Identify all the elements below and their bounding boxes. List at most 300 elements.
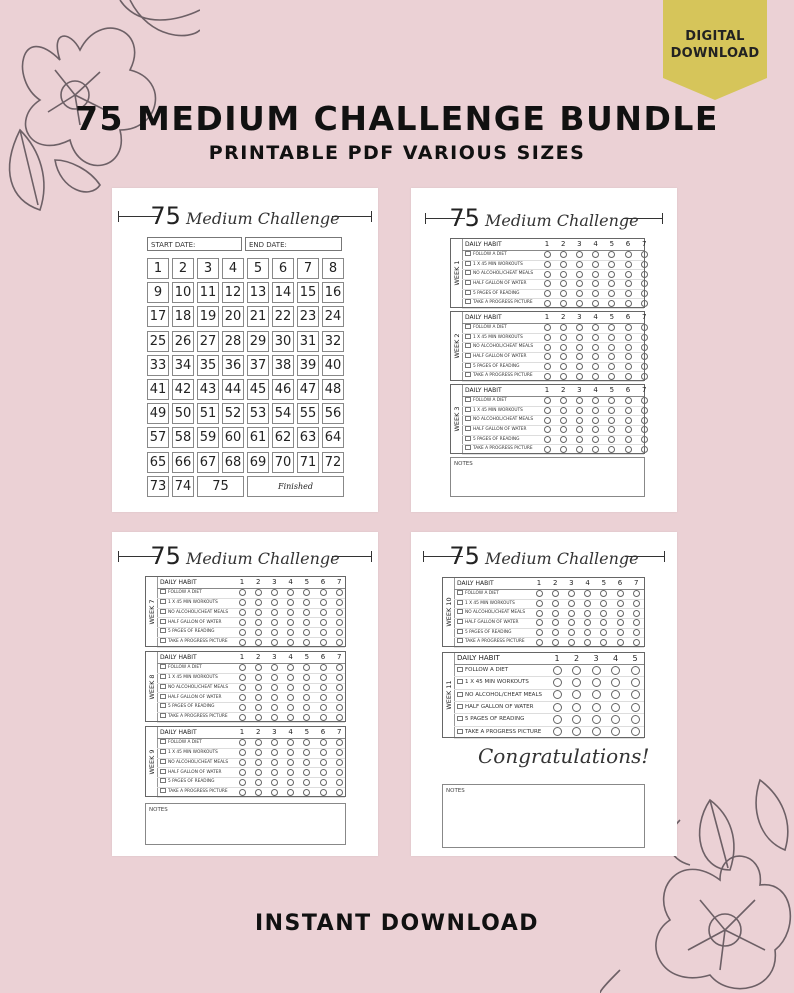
week-table	[145, 576, 346, 647]
habit-checkbox-circle	[611, 727, 620, 736]
habit-checkbox-circle	[560, 446, 567, 453]
habit-label: FOLLOW A DIET	[168, 665, 202, 670]
habit-checkbox-circle	[611, 666, 620, 675]
day-number: 6	[625, 386, 631, 394]
week-table	[450, 311, 645, 381]
habit-checkbox-circle	[287, 789, 294, 796]
habit-checkbox-circle	[287, 629, 294, 636]
day-cell: 75	[197, 476, 244, 497]
daily-habit-header: DAILY HABIT	[160, 654, 197, 661]
habit-checkbox-circle	[303, 609, 310, 616]
habit-label: TAKE A PROGRESS PICTURE	[465, 639, 525, 645]
habit-checkbox-circle	[544, 344, 551, 351]
habit-checkbox-circle	[336, 694, 343, 701]
habit-checkbox-circle	[287, 589, 294, 596]
day-number: 2	[560, 313, 566, 321]
day-number: 4	[585, 579, 590, 587]
page-title: 75 MEDIUM CHALLENGE BUNDLE	[75, 99, 719, 138]
habit-icon	[457, 629, 463, 634]
habit-checkbox-circle	[544, 290, 551, 297]
habit-checkbox-circle	[553, 727, 562, 736]
habit-label: FOLLOW A DIET	[465, 667, 509, 673]
day-number: 7	[633, 579, 639, 587]
habit-checkbox-circle	[631, 715, 640, 724]
habit-label: 5 PAGES OF READING	[465, 629, 512, 635]
daily-habit-header: DAILY HABIT	[457, 654, 500, 662]
day-cell: 51	[197, 403, 219, 424]
habit-label: 1 X 45 MIN WORKOUTS	[473, 407, 523, 413]
habit-checkbox-circle	[271, 674, 278, 681]
habit-label: HALF GALLON OF WATER	[465, 620, 519, 625]
habit-row	[157, 787, 345, 798]
habit-checkbox-circle	[592, 446, 599, 453]
habit-icon	[160, 769, 166, 774]
habit-checkbox-circle	[271, 684, 278, 691]
habit-checkbox-circle	[239, 664, 246, 671]
habit-checkbox-circle	[336, 619, 343, 626]
habit-checkbox-circle	[584, 590, 591, 597]
habit-checkbox-circle	[544, 251, 551, 258]
habit-checkbox-circle	[255, 714, 262, 721]
header-number: 75	[150, 542, 181, 570]
habit-checkbox-circle	[600, 610, 607, 617]
habit-checkbox-circle	[611, 678, 620, 687]
habit-icon	[160, 664, 166, 669]
day-cell: 20	[222, 306, 244, 327]
habit-checkbox-circle	[553, 715, 562, 724]
habit-checkbox-circle	[576, 251, 583, 258]
header-number: 75	[150, 202, 181, 230]
habit-checkbox-circle	[592, 290, 599, 297]
habit-checkbox-circle	[625, 324, 632, 331]
habit-checkbox-circle	[592, 666, 601, 675]
notes-box: NOTES	[145, 803, 346, 845]
habit-checkbox-circle	[617, 610, 624, 617]
habit-checkbox-circle	[320, 714, 327, 721]
page-header	[411, 541, 677, 571]
habit-checkbox-circle	[336, 779, 343, 786]
day-cell: 55	[297, 403, 319, 424]
habit-checkbox-circle	[625, 261, 632, 268]
daily-habit-header: DAILY HABIT	[465, 314, 502, 321]
habit-checkbox-circle	[544, 373, 551, 380]
week-table	[442, 577, 645, 647]
habit-checkbox-circle	[271, 749, 278, 756]
day-number: 6	[320, 578, 326, 586]
habit-checkbox-circle	[560, 417, 567, 424]
habit-checkbox-circle	[641, 300, 648, 307]
habit-checkbox-circle	[553, 678, 562, 687]
day-number: 4	[288, 653, 293, 661]
habit-checkbox-circle	[287, 684, 294, 691]
habit-checkbox-circle	[633, 639, 640, 646]
habit-icon	[160, 703, 166, 708]
habit-checkbox-circle	[255, 769, 262, 776]
end-date-field: END DATE:	[245, 237, 342, 251]
day-number: 5	[304, 653, 310, 661]
habit-icon	[465, 363, 471, 368]
habit-label: 1 X 45 MIN WORKOUTS	[168, 674, 218, 680]
habit-checkbox-circle	[625, 436, 632, 443]
habit-icon	[160, 759, 166, 764]
day-cell: 23	[297, 306, 319, 327]
day-number: 7	[336, 728, 342, 736]
habit-checkbox-circle	[544, 426, 551, 433]
habit-checkbox-circle	[631, 703, 640, 712]
habit-row	[454, 726, 644, 739]
habit-checkbox-circle	[553, 690, 562, 699]
habit-checkbox-circle	[336, 589, 343, 596]
habit-checkbox-circle	[255, 664, 262, 671]
habit-checkbox-circle	[625, 353, 632, 360]
badge-text	[663, 28, 767, 62]
day-cell: 5	[247, 258, 269, 279]
habit-checkbox-circle	[336, 639, 343, 646]
habit-checkbox-circle	[303, 639, 310, 646]
habit-icon	[457, 609, 463, 614]
habit-label: 5 PAGES OF READING	[465, 716, 525, 723]
day-cell: 61	[247, 427, 269, 448]
habit-label: HALF GALLON OF WATER	[168, 619, 222, 625]
habit-checkbox-circle	[568, 639, 575, 646]
day-cell: 14	[272, 282, 294, 303]
habit-checkbox-circle	[641, 446, 648, 453]
day-number: 5	[609, 386, 615, 394]
habit-checkbox-circle	[625, 344, 632, 351]
daily-habit-header: DAILY HABIT	[457, 580, 494, 587]
day-number: 7	[336, 653, 342, 661]
habit-checkbox-circle	[544, 397, 551, 404]
habit-checkbox-circle	[641, 407, 648, 414]
habit-checkbox-circle	[271, 714, 278, 721]
habit-checkbox-circle	[239, 779, 246, 786]
page-subtitle: PRINTABLE PDF VARIOUS SIZES	[208, 142, 586, 164]
habit-checkbox-circle	[320, 749, 327, 756]
habit-checkbox-circle	[303, 769, 310, 776]
habit-checkbox-circle	[544, 300, 551, 307]
day-cell: 12	[222, 282, 244, 303]
habit-checkbox-circle	[625, 251, 632, 258]
habit-checkbox-circle	[576, 300, 583, 307]
habit-label: HALF GALLON OF WATER	[168, 694, 222, 700]
day-cell: 50	[172, 403, 194, 424]
habit-checkbox-circle	[239, 599, 246, 606]
habit-label: NO ALCOHOL/CHEAT MEALS	[473, 271, 534, 277]
habit-checkbox-circle	[641, 363, 648, 370]
habit-checkbox-circle	[239, 769, 246, 776]
habit-label: HALF GALLON OF WATER	[168, 769, 222, 775]
habit-checkbox-circle	[287, 714, 294, 721]
habit-checkbox-circle	[287, 599, 294, 606]
habit-icon	[465, 299, 471, 304]
habit-checkbox-circle	[239, 684, 246, 691]
habit-checkbox-circle	[633, 629, 640, 636]
habit-checkbox-circle	[303, 619, 310, 626]
habit-checkbox-circle	[584, 610, 591, 617]
day-number: 5	[601, 579, 607, 587]
day-cell: 19	[197, 306, 219, 327]
habit-checkbox-circle	[625, 373, 632, 380]
header-script: Medium Challenge	[186, 209, 340, 228]
habit-checkbox-circle	[560, 251, 567, 258]
habit-checkbox-circle	[592, 353, 599, 360]
habit-checkbox-circle	[336, 739, 343, 746]
day-number: 3	[593, 654, 599, 663]
habit-checkbox-circle	[271, 789, 278, 796]
habit-checkbox-circle	[584, 629, 591, 636]
daily-habit-header: DAILY HABIT	[160, 579, 197, 586]
habit-checkbox-circle	[608, 446, 615, 453]
habit-checkbox-circle	[631, 678, 640, 687]
habit-checkbox-circle	[608, 251, 615, 258]
day-number: 6	[617, 579, 623, 587]
day-cell: 44	[222, 379, 244, 400]
habit-checkbox-circle	[572, 715, 581, 724]
day-cell: 66	[172, 452, 194, 473]
habit-checkbox-circle	[576, 353, 583, 360]
habit-checkbox-circle	[592, 690, 601, 699]
day-cell: 56	[322, 403, 344, 424]
habit-label: HALF GALLON OF WATER	[473, 281, 527, 286]
habit-checkbox-circle	[544, 446, 551, 453]
habit-checkbox-circle	[320, 684, 327, 691]
header-number: 75	[449, 542, 480, 570]
habit-checkbox-circle	[320, 589, 327, 596]
habit-checkbox-circle	[625, 363, 632, 370]
habit-checkbox-circle	[544, 334, 551, 341]
habit-checkbox-circle	[336, 599, 343, 606]
week-label: WEEK 11	[444, 680, 453, 710]
habit-icon	[457, 619, 463, 624]
day-cell: 59	[197, 427, 219, 448]
habit-checkbox-circle	[625, 300, 632, 307]
habit-checkbox-circle	[239, 789, 246, 796]
habit-checkbox-circle	[608, 353, 615, 360]
habit-label: HALF GALLON OF WATER	[473, 427, 527, 432]
habit-checkbox-circle	[611, 690, 620, 699]
habit-checkbox-circle	[611, 703, 620, 712]
habit-row	[462, 298, 644, 309]
day-cell: 4	[222, 258, 244, 279]
notes-box: NOTES	[442, 784, 645, 848]
habit-icon	[160, 684, 166, 689]
habit-checkbox-circle	[560, 324, 567, 331]
header-script: Medium Challenge	[485, 211, 639, 230]
day-cell: 24	[322, 306, 344, 327]
habit-checkbox-circle	[608, 417, 615, 424]
day-cell: 63	[297, 427, 319, 448]
habit-checkbox-circle	[271, 599, 278, 606]
habit-checkbox-circle	[641, 373, 648, 380]
week-table	[145, 726, 346, 797]
habit-icon	[457, 692, 463, 697]
habit-checkbox-circle	[544, 436, 551, 443]
day-cell: 46	[272, 379, 294, 400]
habit-checkbox-circle	[560, 261, 567, 268]
habit-checkbox-circle	[633, 610, 640, 617]
day-cell: 16	[322, 282, 344, 303]
habit-checkbox-circle	[336, 629, 343, 636]
habit-checkbox-circle	[536, 610, 543, 617]
habit-icon	[465, 353, 471, 358]
day-number: 3	[272, 728, 277, 736]
habit-checkbox-circle	[641, 271, 648, 278]
day-cell: 35	[197, 355, 219, 376]
habit-checkbox-circle	[320, 694, 327, 701]
habit-checkbox-circle	[641, 324, 648, 331]
habit-checkbox-circle	[336, 749, 343, 756]
week-label: WEEK 7	[147, 598, 156, 625]
day-cell: 36	[222, 355, 244, 376]
start-date-field: START DATE:	[147, 237, 242, 251]
habit-icon	[160, 589, 166, 594]
habit-checkbox-circle	[560, 436, 567, 443]
habit-checkbox-circle	[255, 759, 262, 766]
habit-label: 5 PAGES OF READING	[168, 779, 215, 785]
habit-checkbox-circle	[303, 739, 310, 746]
habit-checkbox-circle	[271, 704, 278, 711]
habit-checkbox-circle	[320, 739, 327, 746]
habit-checkbox-circle	[600, 590, 607, 597]
habit-checkbox-circle	[600, 629, 607, 636]
habit-checkbox-circle	[544, 261, 551, 268]
day-number: 4	[593, 386, 598, 394]
habit-checkbox-circle	[336, 664, 343, 671]
habit-checkbox-circle	[255, 589, 262, 596]
habit-checkbox-circle	[255, 789, 262, 796]
habit-icon	[160, 628, 166, 633]
day-number: 2	[552, 579, 558, 587]
day-number: 5	[632, 654, 638, 663]
habit-checkbox-circle	[255, 694, 262, 701]
habit-icon	[465, 407, 471, 412]
day-cell: 40	[322, 355, 344, 376]
day-number: 5	[304, 728, 310, 736]
habit-icon	[465, 251, 471, 256]
habit-checkbox-circle	[536, 629, 543, 636]
habit-label: TAKE A PROGRESS PICTURE	[473, 373, 533, 379]
day-cell: 6	[272, 258, 294, 279]
day-cell: 13	[247, 282, 269, 303]
habit-checkbox-circle	[239, 629, 246, 636]
day-number: 1	[239, 653, 245, 661]
habit-icon	[160, 619, 166, 624]
day-cell: 3	[197, 258, 219, 279]
habit-label: 1 X 45 MIN WORKOUTS	[473, 334, 523, 340]
habit-checkbox-circle	[239, 749, 246, 756]
habit-checkbox-circle	[320, 759, 327, 766]
day-cell: 33	[147, 355, 169, 376]
habit-checkbox-circle	[592, 436, 599, 443]
habit-checkbox-circle	[271, 609, 278, 616]
habit-checkbox-circle	[592, 715, 601, 724]
habit-checkbox-circle	[641, 251, 648, 258]
habit-checkbox-circle	[303, 779, 310, 786]
day-cell: 72	[322, 452, 344, 473]
habit-checkbox-circle	[641, 436, 648, 443]
congratulations-text: Congratulations!	[478, 744, 650, 768]
habit-checkbox-circle	[641, 397, 648, 404]
habit-checkbox-circle	[608, 373, 615, 380]
habit-checkbox-circle	[287, 674, 294, 681]
habit-checkbox-circle	[592, 426, 599, 433]
habit-checkbox-circle	[271, 759, 278, 766]
habit-label: 1 X 45 MIN WORKOUTS	[168, 749, 218, 755]
habit-checkbox-circle	[303, 684, 310, 691]
habit-checkbox-circle	[608, 426, 615, 433]
habit-checkbox-circle	[576, 271, 583, 278]
habit-checkbox-circle	[303, 749, 310, 756]
habit-checkbox-circle	[608, 334, 615, 341]
habit-checkbox-circle	[572, 727, 581, 736]
habit-checkbox-circle	[608, 407, 615, 414]
day-number: 3	[577, 240, 582, 248]
day-cell: 8	[322, 258, 344, 279]
habit-checkbox-circle	[560, 271, 567, 278]
habit-icon	[160, 749, 166, 754]
habit-checkbox-circle	[544, 271, 551, 278]
habit-checkbox-circle	[271, 769, 278, 776]
habit-checkbox-circle	[271, 629, 278, 636]
habit-checkbox-circle	[287, 664, 294, 671]
habit-icon	[160, 788, 166, 793]
habit-icon	[160, 713, 166, 718]
habit-checkbox-circle	[560, 373, 567, 380]
habit-checkbox-circle	[336, 759, 343, 766]
habit-checkbox-circle	[617, 590, 624, 597]
day-number: 2	[560, 240, 566, 248]
habit-checkbox-circle	[255, 779, 262, 786]
habit-checkbox-circle	[303, 664, 310, 671]
habit-checkbox-circle	[552, 619, 559, 626]
habit-label: NO ALCOHOL/CHEAT MEALS	[465, 691, 543, 698]
habit-checkbox-circle	[320, 609, 327, 616]
habit-label: HALF GALLON OF WATER	[465, 704, 534, 710]
habit-label: TAKE A PROGRESS PICTURE	[168, 639, 228, 645]
habit-checkbox-circle	[568, 590, 575, 597]
habit-checkbox-circle	[239, 589, 246, 596]
habit-checkbox-circle	[560, 426, 567, 433]
habit-checkbox-circle	[303, 694, 310, 701]
habit-checkbox-circle	[271, 619, 278, 626]
notes-box: NOTES	[450, 457, 645, 497]
week-label: WEEK 3	[452, 406, 461, 432]
habit-checkbox-circle	[625, 397, 632, 404]
day-cell: 11	[197, 282, 219, 303]
habit-row	[454, 664, 644, 677]
habit-icon	[457, 600, 463, 605]
habit-checkbox-circle	[625, 446, 632, 453]
day-number: 7	[641, 386, 647, 394]
habit-label: TAKE A PROGRESS PICTURE	[465, 728, 542, 735]
habit-checkbox-circle	[625, 417, 632, 424]
habit-checkbox-circle	[239, 759, 246, 766]
habit-checkbox-circle	[287, 704, 294, 711]
habit-checkbox-circle	[239, 609, 246, 616]
day-cell: 48	[322, 379, 344, 400]
preview-page-1	[112, 188, 378, 512]
habit-checkbox-circle	[576, 417, 583, 424]
day-cell: 52	[222, 403, 244, 424]
habit-checkbox-circle	[544, 417, 551, 424]
day-number: 1	[554, 654, 560, 663]
habit-checkbox-circle	[544, 407, 551, 414]
day-number: 2	[255, 653, 261, 661]
habit-checkbox-circle	[287, 779, 294, 786]
habit-checkbox-circle	[320, 629, 327, 636]
habit-checkbox-circle	[239, 714, 246, 721]
week-label: WEEK 1	[452, 260, 461, 286]
